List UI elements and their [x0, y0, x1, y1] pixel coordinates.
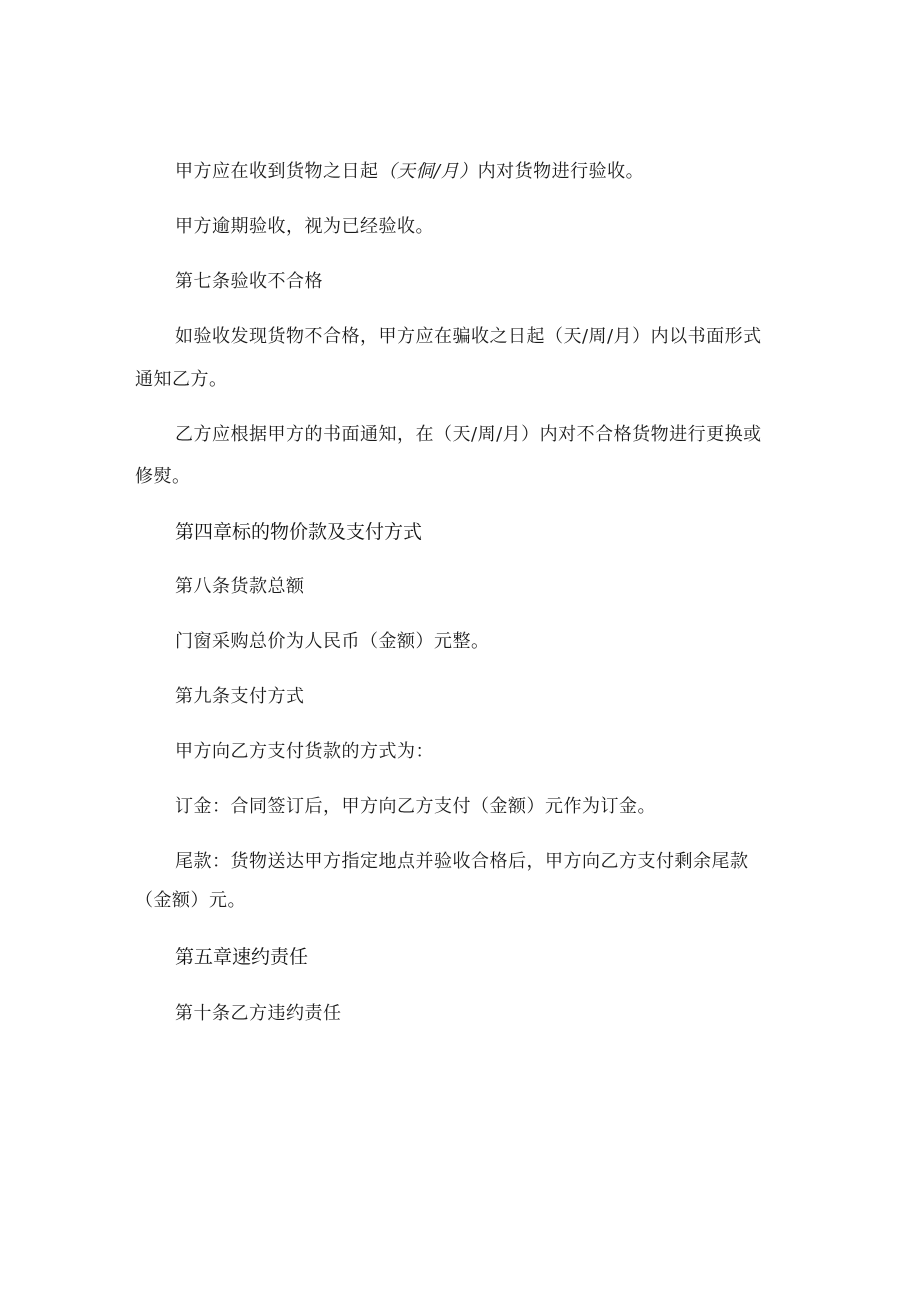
article-8-title: 第八条货款总额 — [175, 576, 305, 597]
paragraph-acceptance-period — [175, 159, 644, 185]
article-9-title: 第九条支付方式 — [175, 686, 305, 707]
paragraph-nonconformity-line-1: 如验收发现货物不合格，甲方应在骗收之日起（天/周/月）内以书面形式 — [175, 326, 762, 347]
paragraph-text: 甲方应在收到货物之日起 — [175, 161, 379, 182]
paragraph-total-price: 门窗采购总价为人民币（金额）元整。 — [175, 631, 490, 652]
paragraph-balance-line-1: 尾款：货物送达甲方指定地点并验收合格后，甲方向乙方支付剩余尾款 — [175, 851, 749, 872]
paragraph-replacement-line-2: 修熨。 — [135, 466, 191, 487]
article-10-title: 第十条乙方违约责任 — [175, 1003, 342, 1024]
paragraph-nonconformity-line-2: 通知乙方。 — [135, 369, 228, 390]
paragraph-italic-text: （天侗/月） — [378, 161, 478, 182]
chapter-4-heading: 第四章标的物价款及支付方式 — [175, 521, 423, 543]
paragraph-text: 内对货物进行验收。 — [477, 161, 645, 182]
paragraph-balance-line-2: （金额）元。 — [135, 890, 246, 911]
paragraph-replacement-line-1: 乙方应根据甲方的书面通知，在（天/周/月）内对不合格货物进行更换或 — [175, 424, 762, 445]
chapter-5-heading: 第五章速约责任 — [175, 946, 309, 968]
article-7-title: 第七条验收不合格 — [175, 271, 323, 292]
paragraph-overdue-acceptance: 甲方逾期验收，视为已经验收。 — [175, 216, 434, 237]
paragraph-payment-method: 甲方向乙方支付货款的方式为： — [175, 741, 434, 762]
paragraph-deposit: 订金：合同签订后，甲方向乙方支付（金额）元作为订金。 — [175, 796, 656, 817]
